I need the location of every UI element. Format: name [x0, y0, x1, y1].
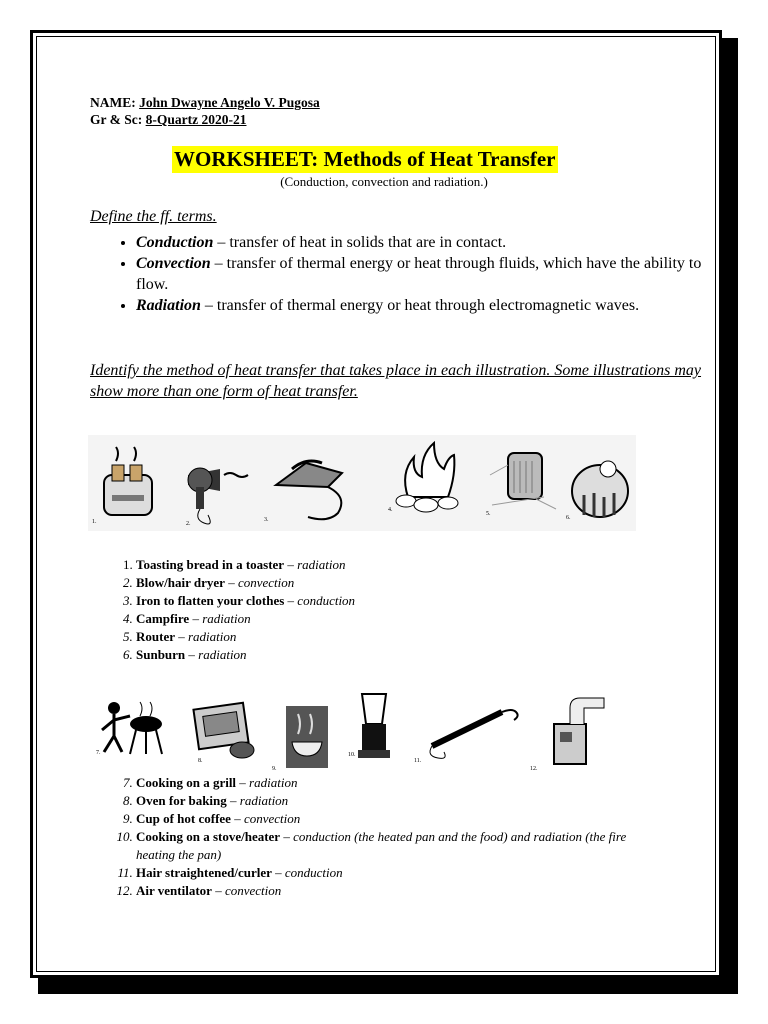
svg-text:1.: 1. — [92, 519, 97, 525]
svg-text:7.: 7. — [96, 750, 101, 756]
definition-item — [136, 295, 736, 316]
item-answer: convection — [243, 811, 301, 826]
item-answer: radiation — [249, 775, 298, 790]
svg-text:12.: 12. — [530, 766, 538, 772]
answer-item — [136, 628, 355, 646]
answer-item — [136, 556, 355, 574]
item-name: Router — [136, 629, 175, 644]
svg-text:5.: 5. — [486, 511, 491, 517]
svg-text:3.: 3. — [264, 517, 269, 523]
svg-text:11.: 11. — [414, 758, 422, 764]
item-name: Toasting bread in a toaster — [136, 557, 285, 572]
dash: – — [226, 793, 240, 808]
item-name: Cooking on a stove/heater — [136, 829, 281, 844]
answer-item — [136, 610, 355, 628]
dash: – — [230, 811, 244, 826]
item-answer: convection — [237, 575, 295, 590]
grade-section-line — [90, 111, 246, 128]
stove-heater-illustration — [348, 694, 390, 758]
item-answer: conduction — [297, 593, 356, 608]
definition-item — [136, 253, 736, 295]
item-name: Sunburn — [136, 647, 186, 662]
item-name: Campfire — [136, 611, 190, 626]
dash: – — [211, 883, 225, 898]
answers-list-1 — [90, 556, 355, 664]
item-answer: conduction (the heated pan and the food) and radiation (the fire heating the pan) — [136, 829, 627, 862]
identify-instruction: Identify the method of heat transfer that takes place in each illustration. Some illustrations may show more than one form of heat transfer. — [90, 362, 702, 400]
dash: – — [175, 629, 188, 644]
svg-text:10.: 10. — [348, 752, 356, 758]
svg-text:9.: 9. — [272, 766, 277, 772]
svg-text:8.: 8. — [198, 758, 203, 764]
answer-item — [136, 592, 355, 610]
svg-text:6.: 6. — [566, 515, 571, 521]
definitions-list — [90, 232, 736, 316]
item-answer: conduction — [284, 865, 343, 880]
oven-illustration — [193, 703, 254, 764]
term-definition: – transfer of heat in solids that are in contact. — [213, 234, 507, 251]
term-label: Radiation — [136, 297, 201, 314]
answer-item — [136, 810, 666, 828]
answer-item — [136, 828, 666, 864]
svg-text:4.: 4. — [388, 507, 393, 513]
hair-curler-illustration — [414, 710, 518, 764]
item-answer: radiation — [239, 793, 289, 808]
dash: – — [236, 775, 250, 790]
svg-text:2.: 2. — [186, 521, 191, 527]
item-answer: radiation — [198, 647, 247, 662]
answers-list-2 — [90, 774, 666, 900]
item-answer: radiation — [188, 629, 237, 644]
item-answer: radiation — [297, 557, 346, 572]
answer-item — [136, 882, 666, 900]
grade-section-label: Gr & Sc: — [90, 112, 143, 127]
dash: – — [280, 829, 294, 844]
dash: – — [189, 611, 203, 626]
illustration-strip-2 — [92, 680, 622, 776]
name-value: John Dwayne Angelo V. Pugosa — [139, 95, 320, 110]
item-name: Hair straightened/curler — [136, 865, 272, 880]
answer-item — [136, 774, 666, 792]
definition-item — [136, 232, 736, 253]
item-name: Iron to flatten your clothes — [136, 593, 285, 608]
term-definition: – transfer of thermal energy or heat through fluids, which have the ability to flow. — [136, 255, 702, 293]
item-name: Cooking on a grill — [136, 775, 237, 790]
hot-coffee-illustration — [272, 706, 328, 772]
answer-item — [136, 792, 666, 810]
dash: – — [271, 865, 285, 880]
answer-item — [136, 574, 355, 592]
answer-item — [136, 864, 666, 882]
item-name: Air ventilator — [136, 883, 212, 898]
grade-section-value: 8-Quartz 2020-21 — [145, 112, 247, 127]
name-label: NAME: — [90, 95, 136, 110]
dash: – — [224, 575, 238, 590]
term-definition: – transfer of thermal energy or heat through electromagnetic waves. — [200, 297, 640, 314]
define-heading: Define the ff. terms. — [90, 208, 217, 225]
grill-illustration — [96, 702, 162, 756]
name-line — [90, 94, 320, 111]
item-name: Blow/hair dryer — [136, 575, 225, 590]
worksheet-title: WORKSHEET: Methods of Heat Transfer — [174, 147, 556, 171]
dash: – — [284, 593, 298, 608]
worksheet-subtitle: (Conduction, convection and radiation.) — [280, 174, 488, 189]
air-ventilator-illustration — [530, 698, 604, 772]
item-answer: radiation — [202, 611, 251, 626]
strip-background — [88, 435, 636, 531]
item-answer: convection — [224, 883, 282, 898]
term-label: Conduction — [136, 234, 214, 251]
answer-item — [136, 646, 355, 664]
dash: – — [284, 557, 298, 572]
item-name: Cup of hot coffee — [136, 811, 231, 826]
term-label: Convection — [136, 255, 211, 272]
item-name: Oven for baking — [136, 793, 227, 808]
dash: – — [185, 647, 199, 662]
illustration-strip-1 — [88, 425, 636, 535]
